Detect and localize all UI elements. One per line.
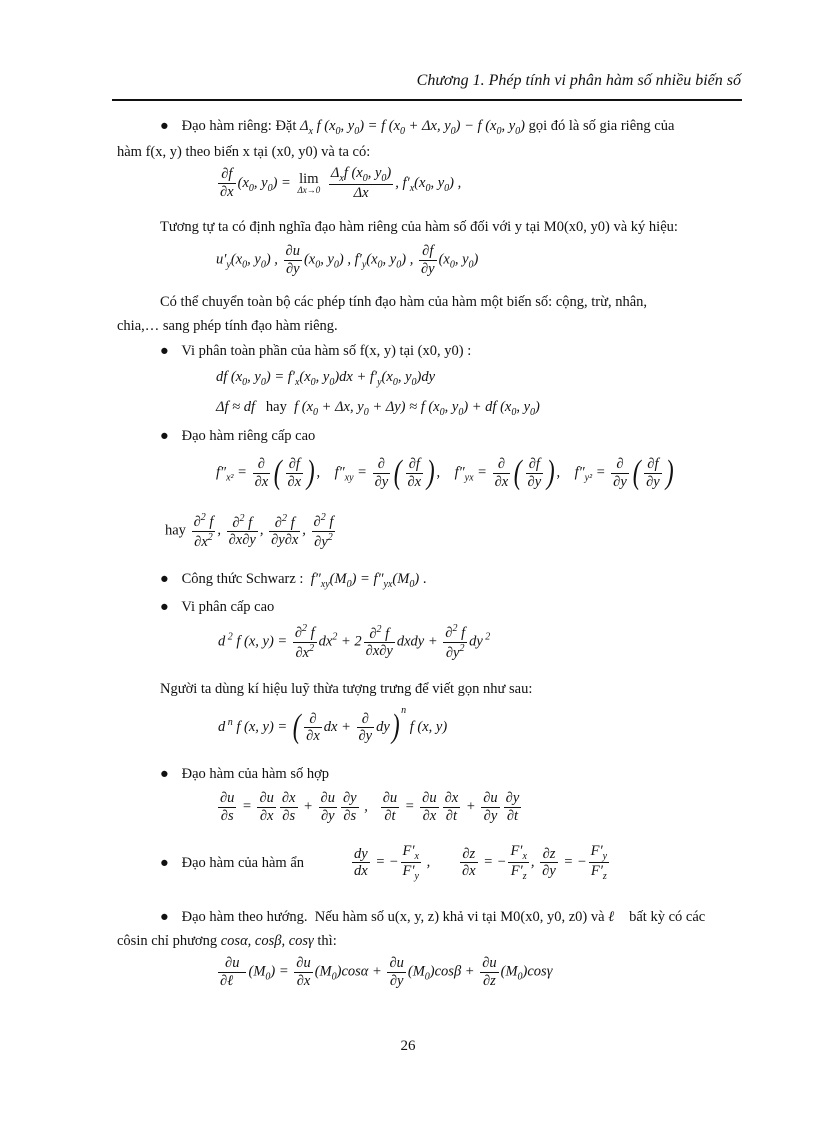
b3-label: Đạo hàm riêng cấp cao — [181, 428, 316, 444]
formula-second-diff: d $^2$ f (x, y) = $\frac{\partial^2 f}{\partial x^2}$ $dx^2 + 2$ $\frac{\partial^2 f}{\partial x\partial y}$ dxdy + $\frac{\partial^2 f}{\partial y^2}$ dy $^2$ — [218, 623, 491, 661]
b8-text2: bất kỳ có các — [629, 909, 706, 925]
b1-cont: hàm f(x, y) theo biến x tại (x0, y0) và ta có: — [117, 144, 371, 160]
bullet-composite — [160, 765, 329, 783]
transfer-text-1: Có thể chuyển toàn bộ các phép tính đạo hàm của hàm một biến số: cộng, trừ, nhân, — [160, 294, 648, 310]
bullet-icon: ● — [160, 599, 169, 615]
b1-text-a: Đặt — [275, 118, 297, 134]
b8-text: Nếu hàm số u(x, y, z) khả vi tại M0(x0, y0, z0) và — [314, 909, 605, 925]
bullet-higher-partial — [160, 427, 315, 445]
b8-cont-text: côsin chỉ phương — [117, 933, 218, 949]
bullet-partial-derivative — [160, 117, 674, 138]
b1-label: Đạo hàm riêng: — [181, 118, 272, 134]
formula-second-partials: $f''_{x^2}$ = $\frac{\partial}{\partial x}$ ( $\frac{\partial f}{\partial x}$ ) , $f''_{xy}$ = $\frac{\partial}{\partial y}$ ( $\frac{\partial f}{\partial x}$ ) , $f''_{yx}$ = $\frac{\partial}{\partial x}$ ( $\frac{\partial f}{\partial y}$ ) , $f''_{y^2}$ = $\frac{\partial}{\partial y}$ ( $\frac{\partial f}{\partial y}$ ) — [216, 454, 674, 491]
header-rule — [112, 99, 742, 101]
b8-then: thì: — [317, 933, 337, 949]
b5-label: Vi phân cấp cao — [181, 599, 275, 615]
b6-label: Đạo hàm của hàm số hợp — [181, 766, 330, 782]
b4-label: Công thức Schwarz : — [181, 571, 304, 587]
b7-label: Đạo hàm của hàm ẩn — [181, 855, 305, 871]
hay-word-2: hay — [165, 522, 186, 539]
formula-partial-y: $u'_y(x_0$, $y_0$) , $\frac{\partial u}{\partial y}$ ($x_0$, $y_0$) , $f'_y(x_0$, $y_0$) , $\frac{\partial f}{\partial y}$ ($x_0$, $y_0$) — [216, 243, 479, 277]
bullet-icon: ● — [160, 118, 169, 134]
formula-implicit-2: $\frac{\partial z}{\partial x}$ = − $\frac{F'_x}{F'_z}$ , $\frac{\partial z}{\partial y}$ = − $\frac{F'_y}{F'_z}$ — [462, 843, 608, 883]
direction-vector-symbol: ℓ⃗ — [608, 909, 626, 925]
formula-total-diff: df ($x_0$, $y_0) = f'_x(x_0$, $y_0)dx + f'_y(x_0$, $y_0)dy$ — [216, 369, 436, 388]
page-number: 26 — [400, 1038, 416, 1054]
b1-text-b: gọi đó là số gia riêng của — [528, 118, 675, 134]
bullet-icon: ● — [160, 343, 169, 359]
b8-cont — [117, 932, 337, 950]
formula-increment: $\Delta_x$ f ($x_0$, $y_0) = f$ ($x_0 + \Delta x$, $y_0) - f$ ($x_0$, $y_0$) — [300, 118, 525, 137]
similar-text: Tương tự ta có định nghĩa đạo hàm riêng của hàm số đối với y tại M0(x0, y0) và ký hiệu: — [160, 219, 678, 235]
bullet-implicit — [160, 854, 304, 872]
hay-word: hay — [265, 399, 287, 415]
formula-nth-diff: d $^n$ f (x, y) = ( $\frac{\partial}{\partial x}$ dx + $\frac{\partial}{\partial y}$ dy) $^n$ f (x, y) — [218, 705, 448, 746]
bullet-icon: ● — [160, 766, 169, 782]
chapter-header: Chương 1. Phép tính vi phân hàm số nhiều biến số — [416, 72, 741, 89]
formula-directional: $\frac{\partial u}{\text{∂ℓ⃗}}$ $(M_0)$ = $\frac{\partial u}{\partial x}$ $(M_0)\cos\alpha$ + $\frac{\partial u}{\partial y}$ $(M_0)\cos\beta$ + $\frac{\partial u}{\partial z}$ $(M_0)\cos\gamma$ — [220, 955, 553, 989]
bullet-schwarz: ● Công thức Schwarz : $f''_{xy}(M_0) = f''_{yx}(M_0)$ . — [160, 571, 427, 590]
formula-hay-second: hay $\frac{\partial^2 f}{\partial x^2}$ , $\frac{\partial^2 f}{\partial x\partial y}$ , $\frac{\partial^2 f}{\partial y\partial x}$ , $\frac{\partial^2 f}{\partial y^2}$ — [165, 512, 334, 550]
formula-partial-def: $\frac{\partial f}{\partial x}$ ($x_0$, $y_0$) = lim Δx→0 $\frac{\Delta_xf (x_0, y_0)}{\Delta x}$ , $f'_x(x_0$, $y_0$) , — [220, 165, 462, 202]
b2-label: Vi phân toàn phần của hàm số f(x, y) tại (x0, y0) : — [181, 343, 472, 359]
formula-direction-cosines: cosα, cosβ, cosγ — [220, 933, 314, 949]
notation-text: Người ta dùng kí hiệu luỹ thừa tượng trưng để viết gọn như sau: — [160, 681, 533, 697]
bullet-icon: ● — [160, 428, 169, 444]
formula-implicit-1: $\frac{dy}{dx}$ = − $\frac{F'_x}{F'_y}$ , — [354, 843, 431, 883]
bullet-icon: ● — [160, 571, 169, 587]
b8-label: Đạo hàm theo hướng. — [181, 909, 308, 925]
bullet-directional — [160, 908, 705, 926]
bullet-icon: ● — [160, 855, 169, 871]
formula-approx: Δf ≈ df hay f ($x_0 + \Delta x$, $y_0 + \Delta y) \approx f$ ($x_0$, $y_0$) + df ($x_0$, $y_0$) — [216, 399, 540, 418]
formula-chain-rule: $\frac{\partial u}{\partial s}$ = $\frac{\partial u}{\partial x}$ $\frac{\partial x}{\partial s}$ + $\frac{\partial u}{\partial y}$ $\frac{\partial y}{\partial s}$ , $\frac{\partial u}{\partial t}$ = $\frac{\partial u}{\partial x}$ $\frac{\partial x}{\partial t}$ + $\frac{\partial u}{\partial y}$ $\frac{\partial y}{\partial t}$ — [220, 790, 520, 824]
bullet-total-differential — [160, 342, 471, 360]
bullet-icon: ● — [160, 909, 169, 925]
bullet-higher-diff — [160, 598, 274, 616]
formula-schwarz: $f''_{xy}(M_0) = f''_{yx}(M_0)$ — [310, 571, 420, 590]
transfer-text-2: chia,… sang phép tính đạo hàm riêng. — [117, 318, 338, 334]
